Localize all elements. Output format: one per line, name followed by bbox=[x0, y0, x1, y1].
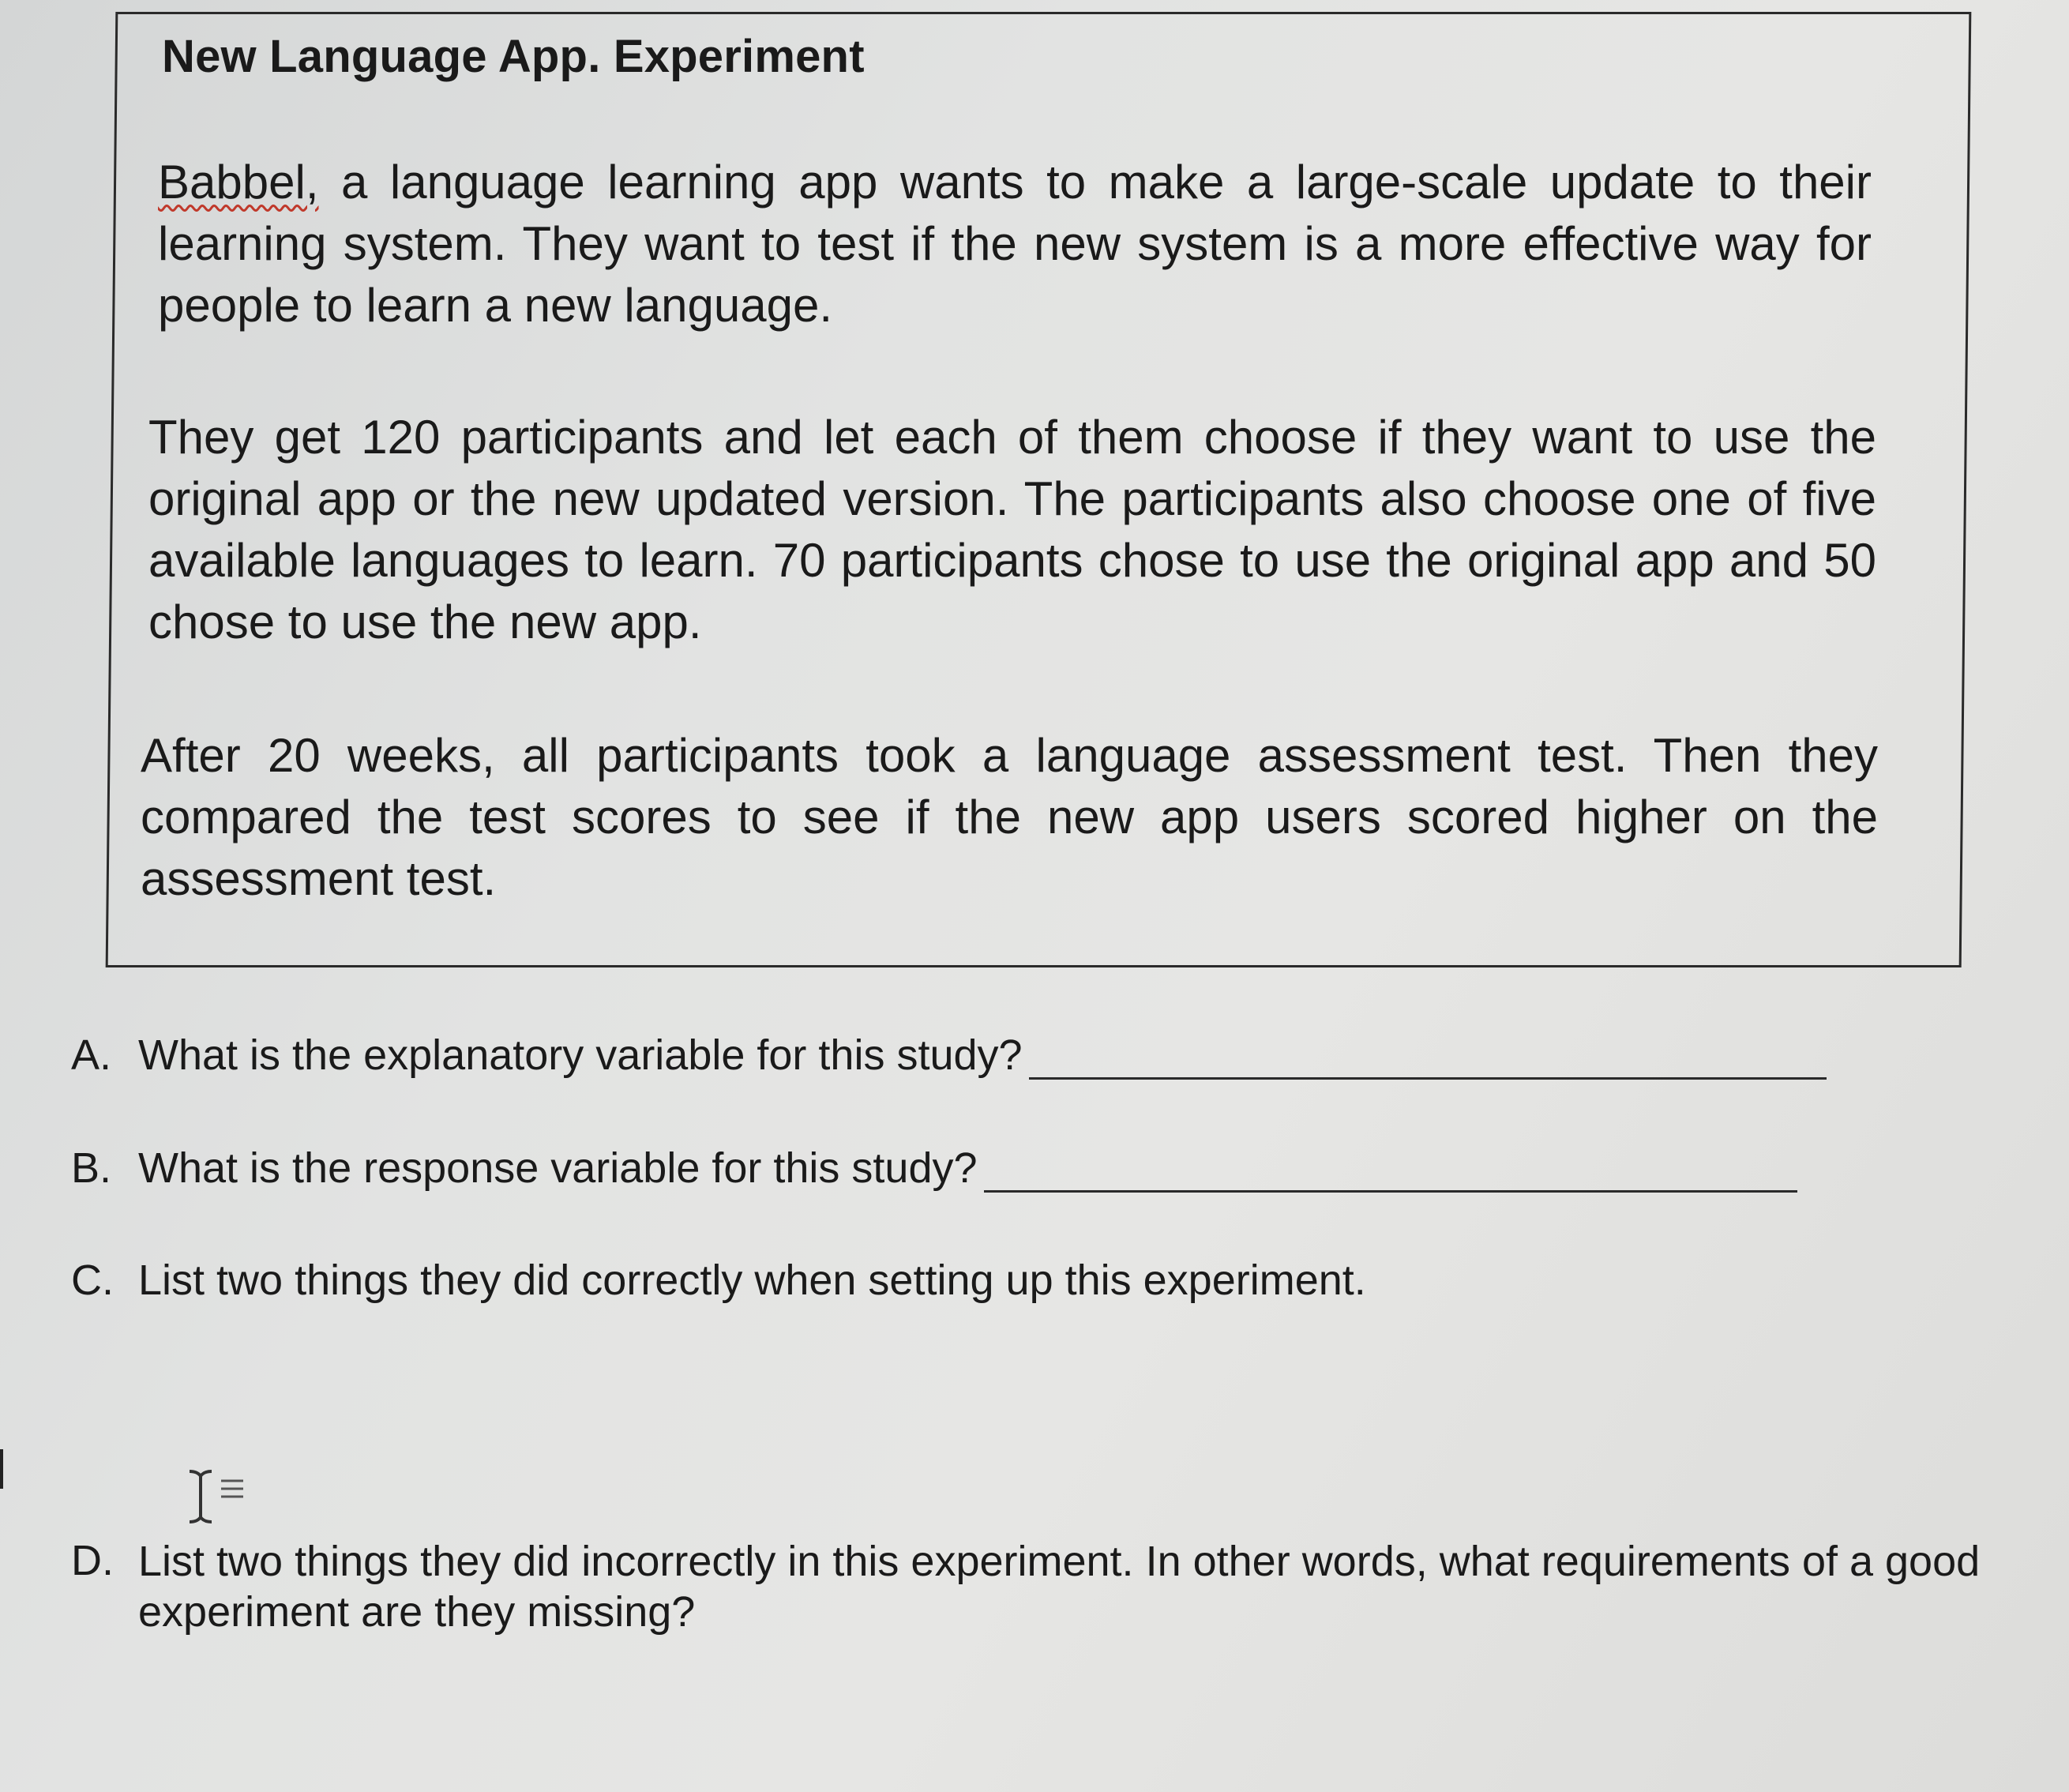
question-text: List two things they did incorrectly in this experiment. In other words, what requirements of a good experiment are they missing? bbox=[138, 1538, 1981, 1636]
question-d bbox=[71, 1536, 2006, 1637]
answer-blank-b[interactable] bbox=[984, 1151, 1797, 1193]
question-c bbox=[71, 1256, 1366, 1305]
question-text: What is the explanatory variable for this study? bbox=[138, 1031, 1023, 1079]
question-letter: C. bbox=[71, 1257, 114, 1304]
question-a bbox=[71, 1031, 1827, 1080]
question-letter: D. bbox=[71, 1537, 114, 1584]
paragraph-participants: They get 120 participants and let each of them choose if they want to use the original app or the new updated version. The participants also choose one of five available languages to learn. 70 participants chose to use the original app and 50 chose to use the new app. bbox=[148, 411, 1876, 648]
question-letter: B. bbox=[71, 1144, 112, 1192]
question-letter: A. bbox=[71, 1031, 112, 1079]
text-caret bbox=[0, 1449, 3, 1489]
answer-blank-a[interactable] bbox=[1029, 1038, 1827, 1080]
question-b bbox=[71, 1144, 1797, 1193]
paragraph-assessment: After 20 weeks, all participants took a language assessment test. Then they compared the test scores to see if the new app users scored higher on the assessment test. bbox=[141, 729, 1878, 905]
question-text: List two things they did correctly when setting up this experiment. bbox=[138, 1257, 1366, 1304]
brand-name: Babbel, bbox=[158, 156, 319, 209]
paragraph-intro-text: a language learning app wants to make a large-scale update to their learning system. They want to test if the new system is a more effective way for people to learn a new language. bbox=[158, 156, 1872, 332]
text-cursor-icon bbox=[180, 1465, 251, 1528]
paragraph-intro bbox=[158, 152, 1872, 336]
question-text: What is the response variable for this study? bbox=[138, 1144, 978, 1192]
page-title: New Language App. Experiment bbox=[162, 31, 865, 82]
